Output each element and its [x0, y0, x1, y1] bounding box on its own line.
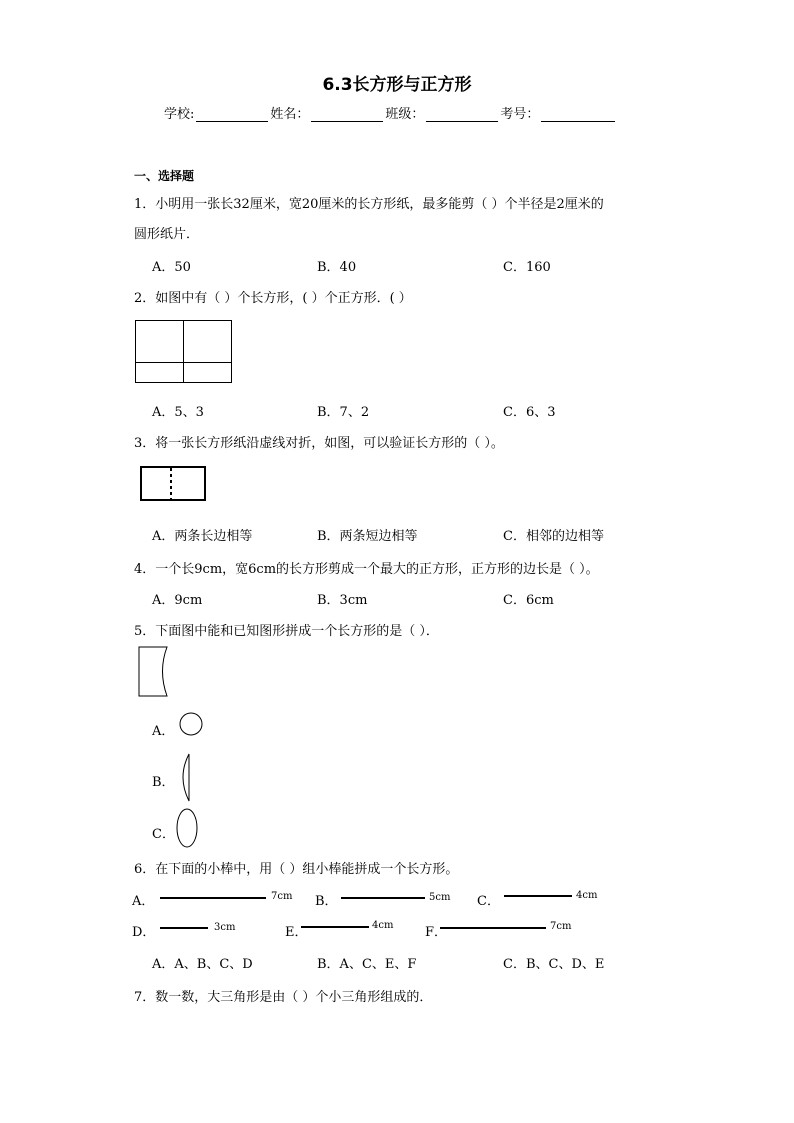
q1-option-a[interactable]: A．50: [152, 260, 191, 275]
q5-option-a-circle-figure: [179, 712, 205, 738]
section-heading: 一、选择题: [134, 169, 195, 183]
stick-d-length: 3cm: [214, 922, 236, 933]
stick-e-letter: E．: [285, 925, 308, 940]
q3-folded-rectangle-figure: [140, 466, 206, 502]
q5-option-c-oval-figure: [176, 808, 200, 850]
q3-option-b[interactable]: B．两条短边相等: [317, 529, 418, 544]
question-7-text: 7．数一数，大三角形是由（ ）个小三角形组成的．: [134, 990, 433, 1005]
q5-option-b[interactable]: B．: [152, 775, 175, 790]
q1-option-c[interactable]: C．160: [503, 260, 551, 275]
school-label: 学校:: [164, 107, 195, 122]
stick-c-length: 4cm: [576, 890, 598, 901]
q2-option-b[interactable]: B．7、2: [317, 405, 370, 420]
q2-option-c[interactable]: C．6、3: [503, 405, 556, 420]
q5-given-shape-figure: [138, 646, 170, 698]
page-title: 6.3长方形与正方形: [322, 75, 472, 95]
name-label: 姓名：: [270, 107, 310, 122]
q6-option-c[interactable]: C．B、C、D、E: [503, 957, 605, 972]
q4-option-b[interactable]: B．3cm: [317, 593, 368, 608]
question-2-text: 2．如图中有（ ）个长方形，( ）个正方形．( ）: [134, 291, 412, 306]
q5-option-a[interactable]: A．: [152, 724, 175, 739]
stick-f-letter: F．: [425, 925, 448, 940]
question-1-text-cont: 圆形纸片．: [134, 227, 200, 242]
q5-option-c[interactable]: C．: [152, 827, 175, 842]
stick-a-letter: A．: [132, 894, 155, 909]
question-5-text: 5．下面图中能和已知图形拼成一个长方形的是（ ）．: [134, 624, 439, 639]
stick-f-length: 7cm: [550, 921, 572, 932]
q5-option-b-segment-figure: [178, 753, 192, 803]
student-info-line: [164, 103, 617, 122]
q6-option-b[interactable]: B．A、C、E、F: [317, 957, 417, 972]
stick-d-letter: D．: [132, 925, 156, 940]
q3-option-c[interactable]: C．相邻的边相等: [503, 529, 604, 544]
stick-a-length: 7cm: [271, 891, 293, 902]
stick-f: [440, 920, 552, 936]
number-label: 考号：: [500, 107, 540, 122]
name-blank[interactable]: [311, 107, 383, 122]
class-label: 班级：: [385, 107, 425, 122]
stick-d: [160, 920, 212, 936]
number-blank[interactable]: [541, 107, 615, 122]
question-4-text: 4．一个长9cm，宽6cm的长方形剪成一个最大的正方形，正方形的边长是（ ）。: [134, 562, 599, 577]
stick-b-letter: B．: [315, 894, 338, 909]
school-blank[interactable]: [196, 107, 268, 122]
q4-option-c[interactable]: C．6cm: [503, 593, 554, 608]
question-3-text: 3．将一张长方形纸沿虚线对折，如图，可以验证长方形的（ ）。: [134, 436, 504, 451]
stick-e-length: 4cm: [372, 920, 394, 931]
stick-b-length: 5cm: [429, 892, 451, 903]
q3-option-a[interactable]: A．两条长边相等: [152, 529, 253, 544]
q4-option-a[interactable]: A．9cm: [152, 593, 203, 608]
stick-e: [301, 919, 373, 935]
q1-option-b[interactable]: B．40: [317, 260, 357, 275]
stick-c-letter: C．: [477, 894, 500, 909]
q2-rectangle-figure: [135, 320, 233, 384]
q2-option-a[interactable]: A．5、3: [152, 405, 204, 420]
question-1-text: 1．小明用一张长32厘米，宽20厘米的长方形纸，最多能剪（ ）个半径是2厘米的: [134, 197, 604, 212]
class-blank[interactable]: [426, 107, 498, 122]
stick-b: [341, 890, 431, 906]
q6-option-a[interactable]: A．A、B、C、D: [152, 957, 253, 972]
question-6-text: 6．在下面的小棒中，用（ ）组小棒能拼成一个长方形。: [134, 862, 459, 877]
stick-c: [504, 888, 576, 904]
